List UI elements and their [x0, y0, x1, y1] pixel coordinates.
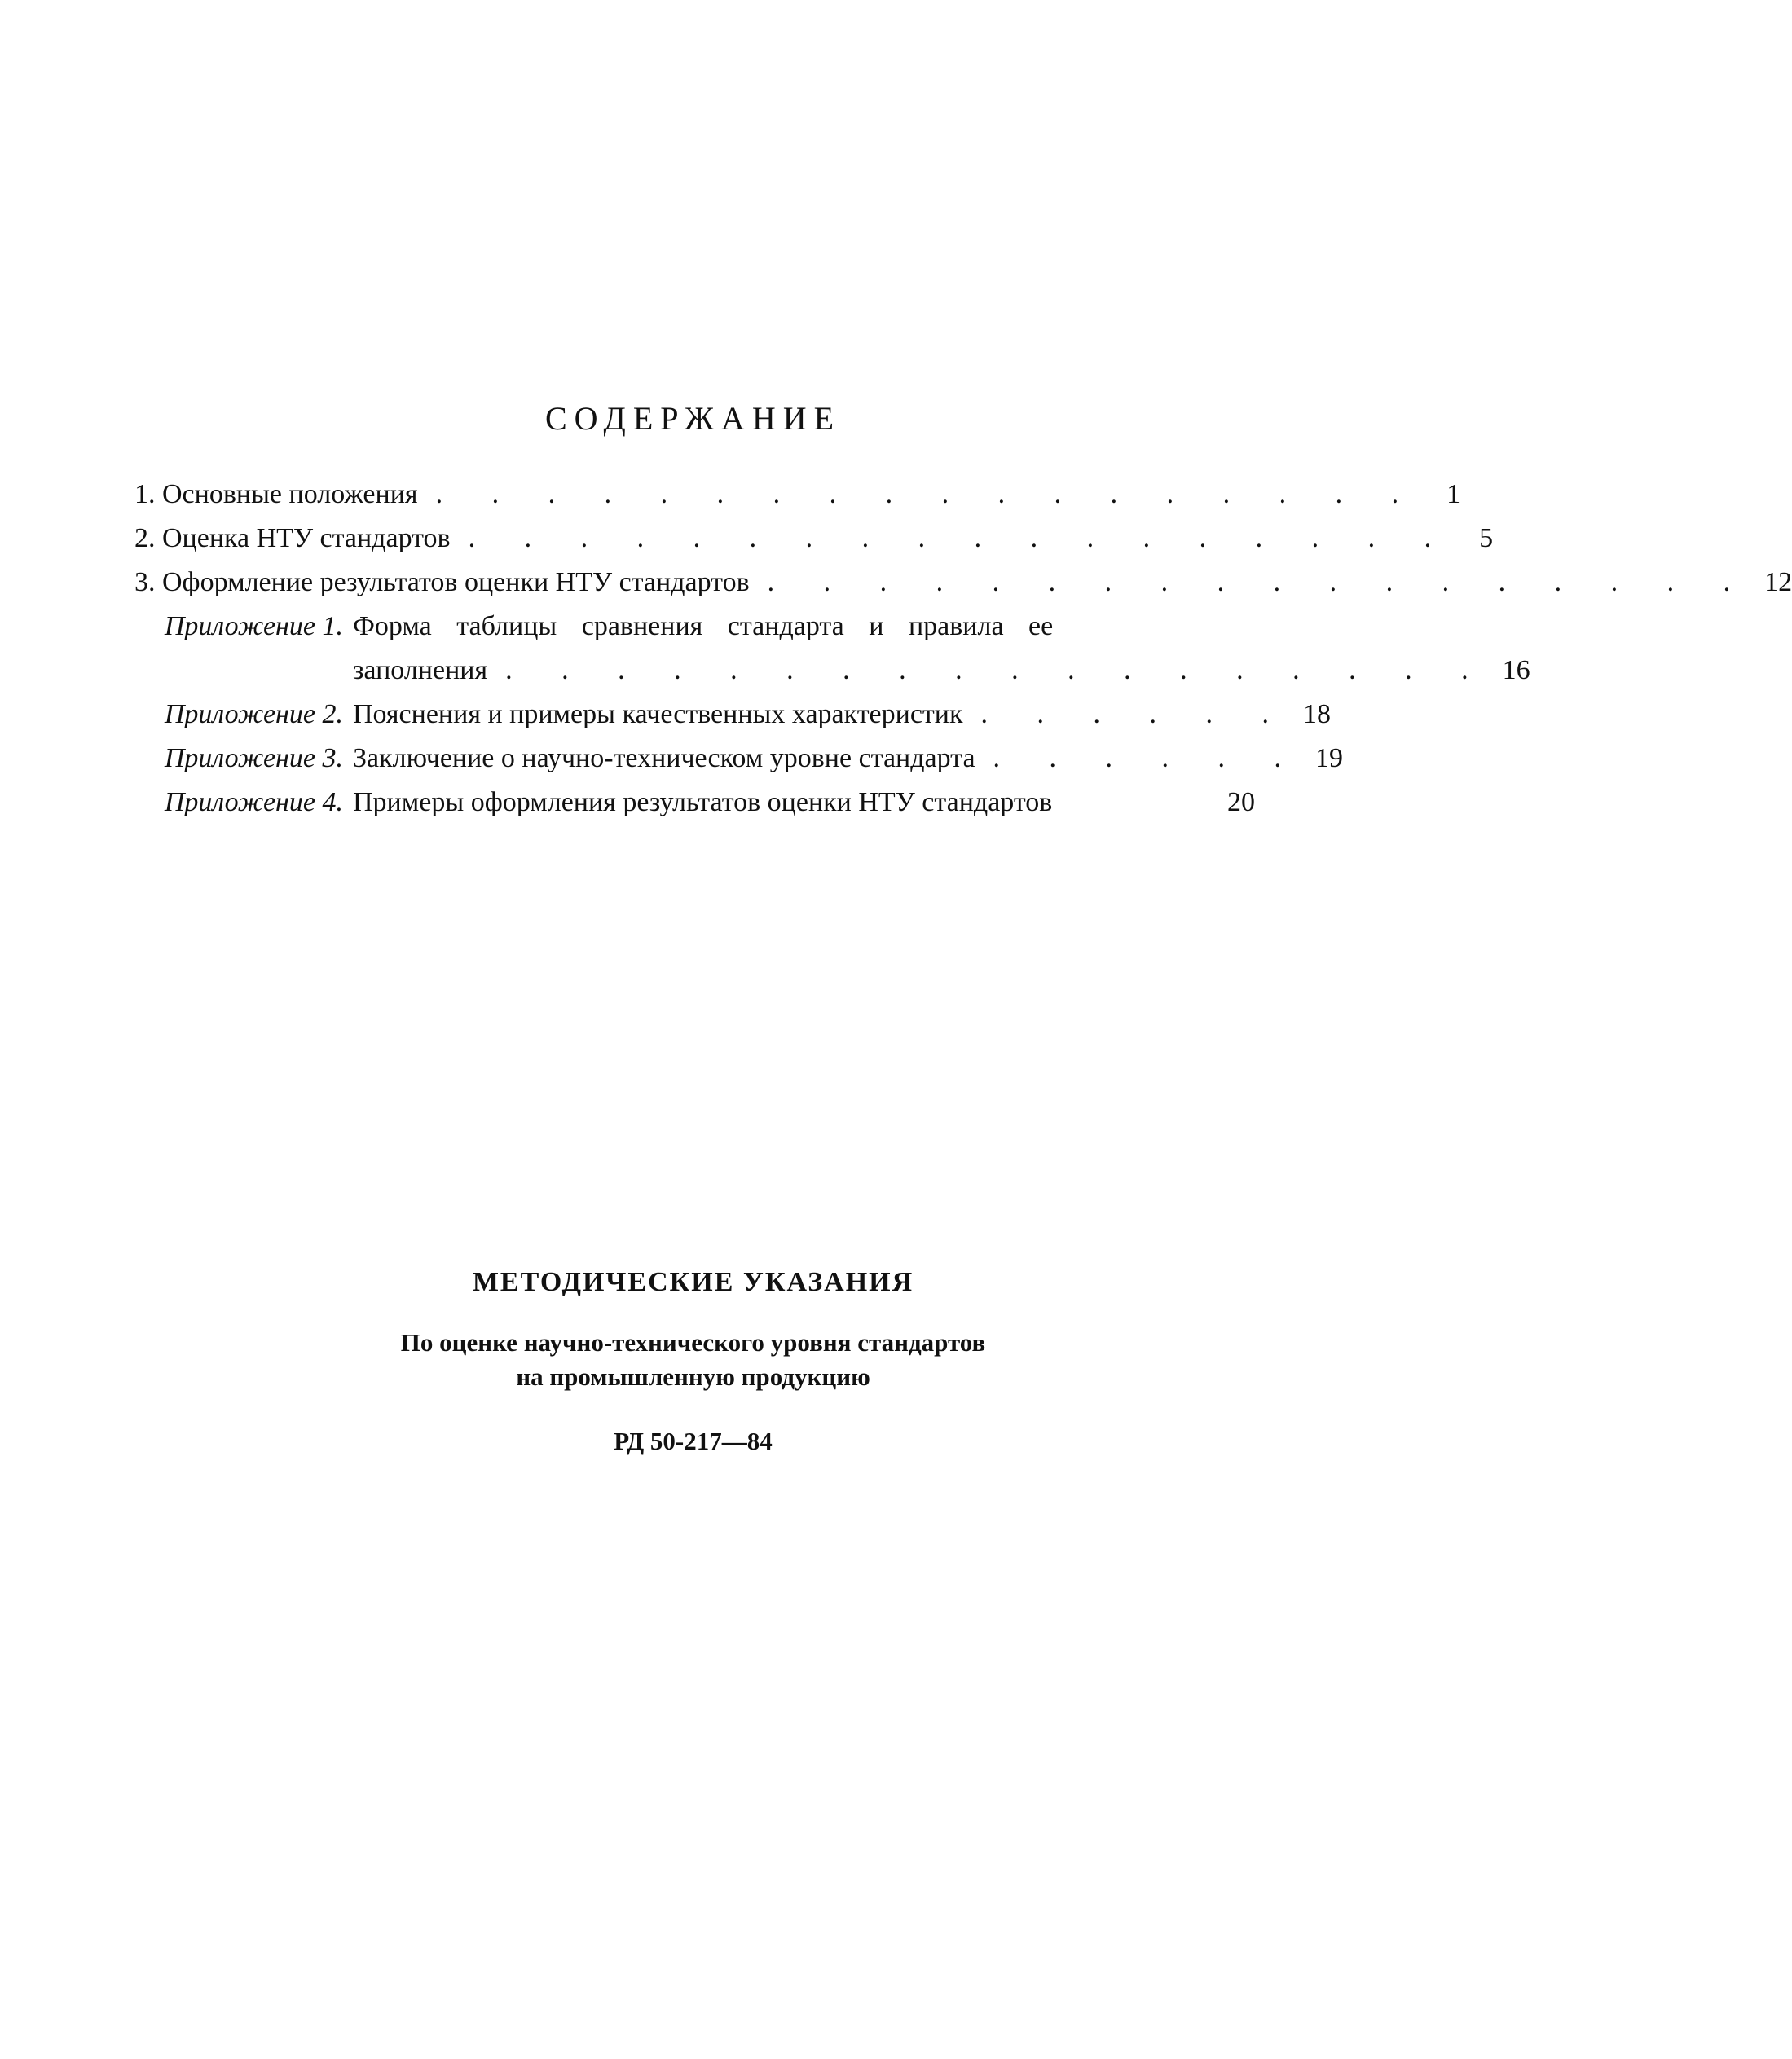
toc-item-text: 1. Основные положения	[134, 479, 418, 509]
toc-item-page: 5	[1479, 523, 1494, 553]
toc-leader-dots: . . . . . . . . . . . . . . . . . .	[505, 655, 1490, 685]
toc-leader-dots: . . . . . . . . . . . . . . . . . .	[767, 567, 1752, 597]
toc-leader-dots: . . . . . . . . . . . . . . . . . .	[435, 479, 1420, 509]
document-subtitle-line1: По оценке научно-технического уровня стандартов	[400, 1328, 986, 1357]
appendix-text-line2: заполнения	[353, 655, 488, 685]
toc-item-page: 18	[1303, 699, 1331, 729]
toc-item-page: 12	[1764, 567, 1792, 597]
document-subtitle-line2: на промышленную продукцию	[516, 1362, 870, 1391]
appendix-text-line1: Форма таблицы сравнения стандарта и правила ее	[353, 611, 1054, 641]
toc-appendix-item[interactable]	[134, 781, 1255, 825]
toc-item-page: 20	[1227, 787, 1255, 817]
toc-title: СОДЕРЖАНИЕ	[544, 400, 842, 437]
toc-appendix-continuation[interactable]	[134, 649, 1530, 693]
toc-appendix-item[interactable]	[134, 605, 1255, 649]
toc-item-page: 1	[1446, 479, 1461, 509]
appendix-text: Заключение о научно-техническом уровне стандарта	[353, 743, 975, 773]
toc-item-page: 16	[1502, 655, 1530, 685]
toc-leader-dots: . . . . . .	[980, 699, 1290, 729]
appendix-label: Приложение 4.	[164, 787, 343, 817]
toc-item[interactable]	[134, 473, 1461, 517]
appendix-text: Примеры оформления результатов оценки НТУ стандартов	[353, 787, 1053, 817]
document-type-title: МЕТОДИЧЕСКИЕ УКАЗАНИЯ	[472, 1267, 914, 1297]
appendix-text: Пояснения и примеры качественных характеристик	[353, 699, 963, 729]
toc-appendix-item[interactable]	[134, 737, 1344, 781]
toc-item-text: 3. Оформление результатов оценки НТУ стандартов	[134, 567, 750, 597]
toc-item-page: 19	[1315, 743, 1344, 773]
toc-leader-dots: . . . . . .	[993, 743, 1303, 773]
toc-item-text: 2. Оценка НТУ стандартов	[134, 523, 451, 553]
toc-appendix-item[interactable]	[134, 693, 1331, 737]
appendix-label: Приложение 3.	[164, 743, 343, 773]
toc-leader-dots: . . . . . . . . . . . . . . . . . .	[468, 523, 1453, 553]
appendix-label: Приложение 2.	[164, 699, 343, 729]
document-code: РД 50-217—84	[614, 1427, 773, 1455]
appendix-label: Приложение 1.	[164, 611, 343, 641]
document-title-block	[0, 1267, 1386, 1456]
toc-item[interactable]	[134, 517, 1494, 561]
toc-item[interactable]	[134, 561, 1792, 605]
table-of-contents	[134, 473, 1792, 825]
